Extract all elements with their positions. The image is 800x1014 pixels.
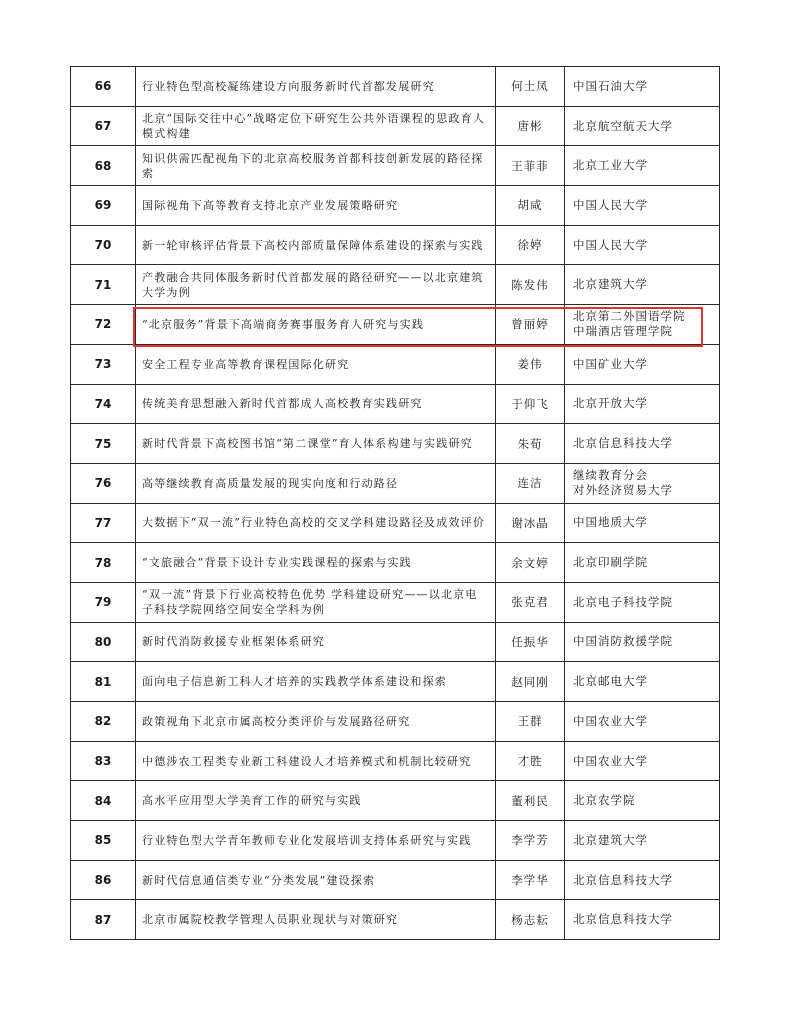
project-unit: [565, 662, 720, 702]
project-title: 新一轮审核评估背景下高校内部质量保障体系建设的探索与实践: [136, 225, 496, 265]
row-number: 81: [71, 662, 136, 702]
project-unit: [565, 106, 720, 146]
unit-name: 北京建筑大学: [573, 277, 648, 292]
project-unit: [565, 503, 720, 543]
table-row: [71, 622, 720, 662]
project-unit: [565, 781, 720, 821]
table-row: [71, 384, 720, 424]
project-leader: 连洁: [496, 463, 565, 503]
unit-name: 北京航空航天大学: [573, 118, 673, 133]
project-unit: [565, 622, 720, 662]
project-title: “北京服务”背景下高端商务赛事服务育人研究与实践: [136, 305, 496, 345]
row-number: 85: [71, 821, 136, 861]
unit-name: 对外经济贸易大学: [573, 483, 673, 498]
table-row: [71, 781, 720, 821]
project-leader: 胡咸: [496, 186, 565, 226]
project-title: 安全工程专业高等教育课程国际化研究: [136, 344, 496, 384]
unit-name: 中国人民大学: [573, 197, 648, 212]
project-leader: 唐彬: [496, 106, 565, 146]
project-leader: 何土凤: [496, 67, 565, 107]
project-leader: 于仰飞: [496, 384, 565, 424]
project-unit: [565, 344, 720, 384]
project-leader: 董利民: [496, 781, 565, 821]
unit-name: 中瑞酒店管理学院: [573, 324, 673, 339]
row-number: 78: [71, 543, 136, 583]
project-title: 知识供需匹配视角下的北京高校服务首都科技创新发展的路径探索: [136, 146, 496, 186]
project-unit: [565, 225, 720, 265]
unit-name: 北京第二外国语学院: [573, 309, 686, 324]
project-leader: 李学华: [496, 860, 565, 900]
project-title: 新时代背景下高校图书馆“第二课堂”育人体系构建与实践研究: [136, 424, 496, 464]
project-leader: 姜伟: [496, 344, 565, 384]
project-unit: [565, 305, 720, 345]
row-number: 66: [71, 67, 136, 107]
table-row: [71, 186, 720, 226]
project-title: 北京市属院校教学管理人员职业现状与对策研究: [136, 900, 496, 940]
project-table: [70, 66, 720, 940]
row-number: 71: [71, 265, 136, 305]
project-unit: [565, 424, 720, 464]
row-number: 75: [71, 424, 136, 464]
project-leader: 杨志耘: [496, 900, 565, 940]
project-table-body: [71, 67, 720, 940]
unit-name: 北京开放大学: [573, 396, 648, 411]
table-row: [71, 106, 720, 146]
unit-name: 中国石油大学: [573, 78, 648, 93]
unit-name: 中国农业大学: [573, 713, 648, 728]
unit-name: 中国农业大学: [573, 753, 648, 768]
project-title: 中德涉农工程类专业新工科建设人才培养模式和机制比较研究: [136, 741, 496, 781]
row-number: 76: [71, 463, 136, 503]
project-leader: 王菲菲: [496, 146, 565, 186]
row-number: 72: [71, 305, 136, 345]
project-unit: [565, 146, 720, 186]
project-leader: 李学芳: [496, 821, 565, 861]
table-row: [71, 463, 720, 503]
unit-name: 继续教育分会: [573, 468, 648, 483]
table-row: [71, 225, 720, 265]
row-number: 74: [71, 384, 136, 424]
unit-name: 北京信息科技大学: [573, 872, 673, 887]
table-row: [71, 821, 720, 861]
unit-name: 北京电子科技学院: [573, 594, 673, 609]
project-leader: 赵同刚: [496, 662, 565, 702]
project-title: 面向电子信息新工科人才培养的实践教学体系建设和探索: [136, 662, 496, 702]
unit-name: 中国人民大学: [573, 237, 648, 252]
row-number: 70: [71, 225, 136, 265]
project-title: 传统美育思想融入新时代首都成人高校教育实践研究: [136, 384, 496, 424]
row-number: 87: [71, 900, 136, 940]
project-title: 北京“国际交往中心”战略定位下研究生公共外语课程的思政育人模式构建: [136, 106, 496, 146]
project-leader: 谢冰晶: [496, 503, 565, 543]
project-title: “文旅融合”背景下设计专业实践课程的探索与实践: [136, 543, 496, 583]
project-title: 国际视角下高等教育支持北京产业发展策略研究: [136, 186, 496, 226]
project-unit: [565, 384, 720, 424]
row-number: 84: [71, 781, 136, 821]
project-title: “双一流”背景下行业高校特色优势 学科建设研究——以北京电子科技学院网络空间安全学科为例: [136, 582, 496, 622]
project-title: 政策视角下北京市属高校分类评价与发展路径研究: [136, 702, 496, 742]
unit-name: 北京农学院: [573, 793, 636, 808]
row-number: 69: [71, 186, 136, 226]
project-leader: 朱荀: [496, 424, 565, 464]
unit-name: 中国消防救援学院: [573, 634, 673, 649]
table-row: [71, 900, 720, 940]
row-number: 77: [71, 503, 136, 543]
project-unit: [565, 186, 720, 226]
unit-name: 北京印刷学院: [573, 555, 648, 570]
row-number: 68: [71, 146, 136, 186]
unit-name: 北京信息科技大学: [573, 912, 673, 927]
table-row: [71, 582, 720, 622]
project-leader: 余文婷: [496, 543, 565, 583]
table-row: [71, 146, 720, 186]
unit-name: 中国矿业大学: [573, 356, 648, 371]
project-title: 新时代信息通信类专业“分类发展”建设探索: [136, 860, 496, 900]
project-title: 高等继续教育高质量发展的现实向度和行动路径: [136, 463, 496, 503]
project-title: 大数据下“双一流”行业特色高校的交叉学科建设路径及成效评价: [136, 503, 496, 543]
project-unit: [565, 543, 720, 583]
row-number: 73: [71, 344, 136, 384]
project-unit: [565, 67, 720, 107]
project-unit: [565, 741, 720, 781]
project-leader: 张克君: [496, 582, 565, 622]
project-unit: [565, 265, 720, 305]
unit-name: 中国地质大学: [573, 515, 648, 530]
project-title: 高水平应用型大学美育工作的研究与实践: [136, 781, 496, 821]
table-row: [71, 741, 720, 781]
project-unit: [565, 702, 720, 742]
project-unit: [565, 860, 720, 900]
project-unit: [565, 900, 720, 940]
unit-name: 北京邮电大学: [573, 674, 648, 689]
table-row: [71, 702, 720, 742]
project-title: 新时代消防救援专业框架体系研究: [136, 622, 496, 662]
table-row: [71, 424, 720, 464]
project-leader: 陈发伟: [496, 265, 565, 305]
project-title: 产教融合共同体服务新时代首都发展的路径研究——以北京建筑大学为例: [136, 265, 496, 305]
project-leader: 曾丽婷: [496, 305, 565, 345]
table-row: [71, 305, 720, 345]
row-number: 83: [71, 741, 136, 781]
project-leader: 徐婷: [496, 225, 565, 265]
row-number: 80: [71, 622, 136, 662]
project-leader: 才胜: [496, 741, 565, 781]
row-number: 67: [71, 106, 136, 146]
table-row: [71, 662, 720, 702]
table-row: [71, 265, 720, 305]
unit-name: 北京建筑大学: [573, 832, 648, 847]
table-row: [71, 543, 720, 583]
project-unit: [565, 821, 720, 861]
table-row: [71, 67, 720, 107]
unit-name: 北京工业大学: [573, 158, 648, 173]
project-title: 行业特色型高校凝练建设方向服务新时代首都发展研究: [136, 67, 496, 107]
row-number: 79: [71, 582, 136, 622]
table-row: [71, 344, 720, 384]
table-row: [71, 860, 720, 900]
project-leader: 任振华: [496, 622, 565, 662]
row-number: 86: [71, 860, 136, 900]
table-row: [71, 503, 720, 543]
project-title: 行业特色型大学青年教师专业化发展培训支持体系研究与实践: [136, 821, 496, 861]
unit-name: 北京信息科技大学: [573, 436, 673, 451]
row-number: 82: [71, 702, 136, 742]
project-unit: [565, 463, 720, 503]
project-leader: 王群: [496, 702, 565, 742]
project-unit: [565, 582, 720, 622]
